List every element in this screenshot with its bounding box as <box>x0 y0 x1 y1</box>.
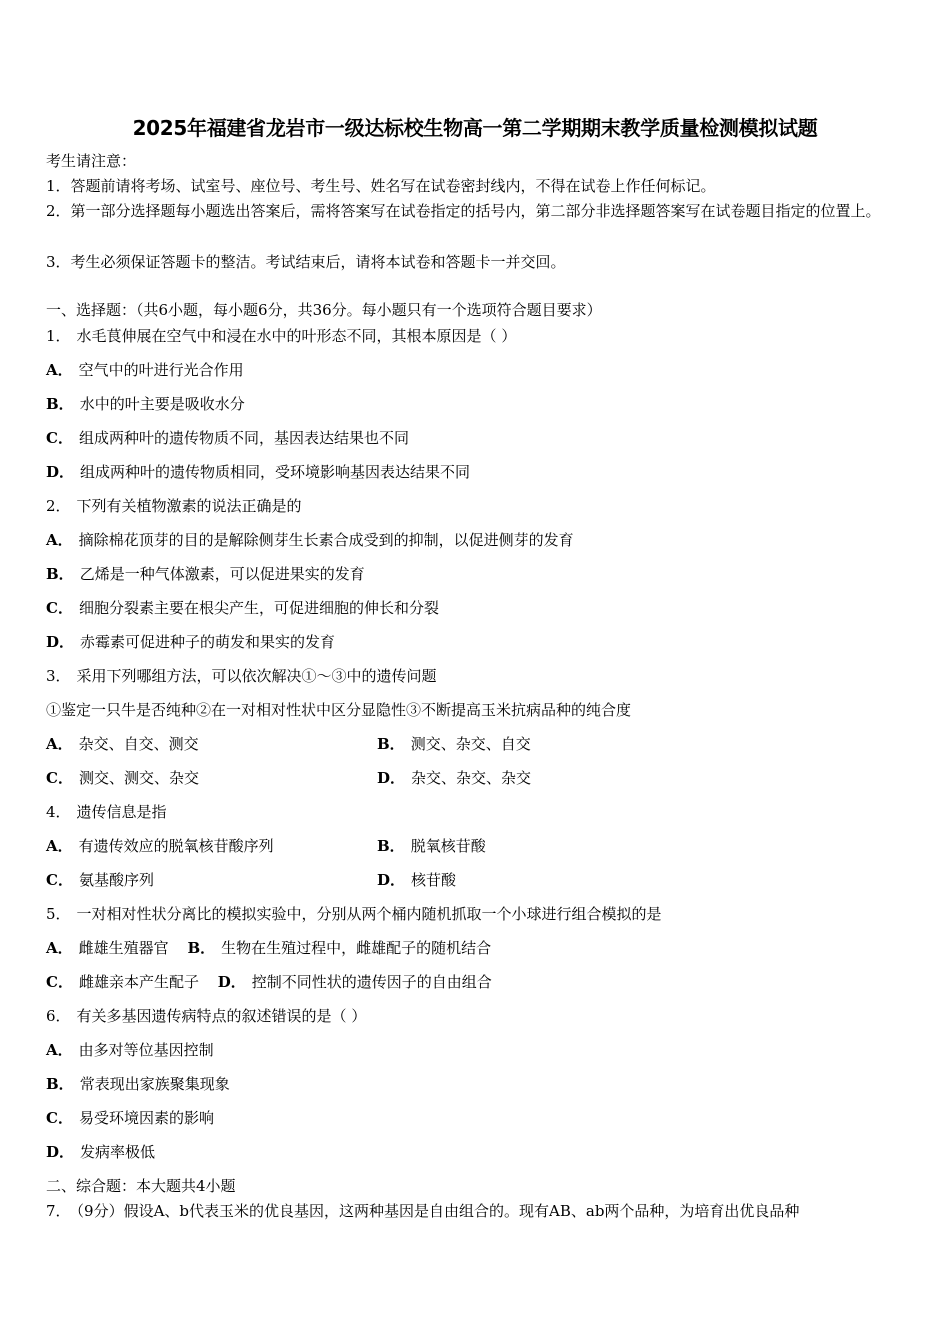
q1-option-a: A． 空气中的叶进行光合作用 <box>46 361 244 379</box>
question-stem: 一对相对性状分离比的模拟实验中，分别从两个桶内随机抓取一个小球进行组合模拟的是 <box>76 905 662 923</box>
question-number: 3． <box>46 667 71 685</box>
q5-options-ab <box>46 938 491 958</box>
question-stem: 遗传信息是指 <box>76 803 167 821</box>
q3-sub-items: ①鉴定一只牛是否纯种②在一对相对性状中区分显隐性③不断提高玉米抗病品种的纯合度 <box>46 701 632 719</box>
q1-option-c: C． 组成两种叶的遗传物质不同，基因表达结果也不同 <box>46 429 409 447</box>
q5-option-d-text: 控制不同性状的遗传因子的自由组合 <box>251 973 492 991</box>
page-title: 2025年福建省龙岩市一级达标校生物高一第二学期期末教学质量检测模拟试题 <box>132 116 818 140</box>
question-3 <box>46 666 437 686</box>
question-5 <box>46 904 662 924</box>
q2-option-c: C． 细胞分裂素主要在根尖产生，可促进细胞的伸长和分裂 <box>46 599 439 617</box>
notice-item-1: 1．答题前请将考场、试室号、座位号、考生号、姓名写在试卷密封线内，不得在试卷上作任何标记。 <box>46 177 716 195</box>
question-1 <box>46 326 516 346</box>
question-stem: 下列有关植物激素的说法正确是的 <box>76 497 302 515</box>
q5-option-d-label: D． <box>217 973 246 991</box>
q2-option-d: D． 赤霉素可促进种子的萌发和果实的发育 <box>46 633 336 651</box>
q2-option-a: A． 摘除棉花顶芽的目的是解除侧芽生长素合成受到的抑制，以促进侧芽的发育 <box>46 531 574 549</box>
q3-option-b: B． 测交、杂交、自交 <box>377 735 531 753</box>
q4-option-c: C． 氨基酸序列 <box>46 871 154 889</box>
question-number: 1． <box>46 327 71 345</box>
q5-option-b-text: 生物在生殖过程中，雌雄配子的随机结合 <box>221 939 492 957</box>
question-2 <box>46 496 302 516</box>
q4-option-d: D． 核苷酸 <box>377 871 457 889</box>
question-stem: 有关多基因遗传病特点的叙述错误的是（ ） <box>76 1007 367 1025</box>
question-stem: 水毛茛伸展在空气中和浸在水中的叶形态不同，其根本原因是（ ） <box>76 327 517 345</box>
question-4 <box>46 802 167 822</box>
notice-heading: 考生请注意： <box>46 152 137 170</box>
q6-option-b: B． 常表现出家族聚集现象 <box>46 1075 230 1093</box>
q2-option-b: B． 乙烯是一种气体激素，可以促进果实的发育 <box>46 565 365 583</box>
question-number: 2． <box>46 497 71 515</box>
question-number: 6． <box>46 1007 71 1025</box>
q5-option-a-label: A． <box>46 939 73 957</box>
question-stem: 采用下列哪组方法，可以依次解决①～③中的遗传问题 <box>76 667 437 685</box>
notice-item-3: 3．考生必须保证答题卡的整洁。考试结束后，请将本试卷和答题卡一并交回。 <box>46 253 566 271</box>
question-number: 4． <box>46 803 71 821</box>
q3-option-d: D． 杂交、杂交、杂交 <box>377 769 532 787</box>
section-1-heading: 一、选择题：（共6小题，每小题6分，共36分。每小题只有一个选项符合题目要求） <box>46 301 602 319</box>
q5-options-cd <box>46 972 492 992</box>
q4-option-a: A． 有遗传效应的脱氧核苷酸序列 <box>46 837 274 855</box>
notice-item-2: 2．第一部分选择题每小题选出答案后，需将答案写在试卷指定的括号内，第二部分非选择题答案写在试卷题目指定的位置上。 <box>46 202 881 220</box>
q1-option-b: B． 水中的叶主要是吸收水分 <box>46 395 245 413</box>
q5-option-c-text: 雌雄亲本产生配子 <box>78 973 199 991</box>
question-number: 5． <box>46 905 71 923</box>
q1-option-d: D． 组成两种叶的遗传物质相同，受环境影响基因表达结果不同 <box>46 463 471 481</box>
q5-option-b-label: B． <box>187 939 216 957</box>
q6-option-a: A． 由多对等位基因控制 <box>46 1041 214 1059</box>
q4-option-b: B． 脱氧核苷酸 <box>377 837 486 855</box>
q6-option-d: D． 发病率极低 <box>46 1143 156 1161</box>
q3-option-c: C． 测交、测交、杂交 <box>46 769 199 787</box>
question-6 <box>46 1006 366 1026</box>
q6-option-c: C． 易受环境因素的影响 <box>46 1109 214 1127</box>
question-number: 7． <box>46 1202 71 1220</box>
q3-option-a: A． 杂交、自交、测交 <box>46 735 199 753</box>
question-stem: （9分）假设A、b代表玉米的优良基因，这两种基因是自由组合的。现有AB、ab两个品种，为培育出优良品种 <box>76 1202 800 1220</box>
question-7 <box>46 1201 799 1221</box>
q5-option-c-label: C． <box>46 973 73 991</box>
section-2-heading: 二、综合题：本大题共4小题 <box>46 1177 236 1195</box>
q5-option-a-text: 雌雄生殖器官 <box>78 939 169 957</box>
